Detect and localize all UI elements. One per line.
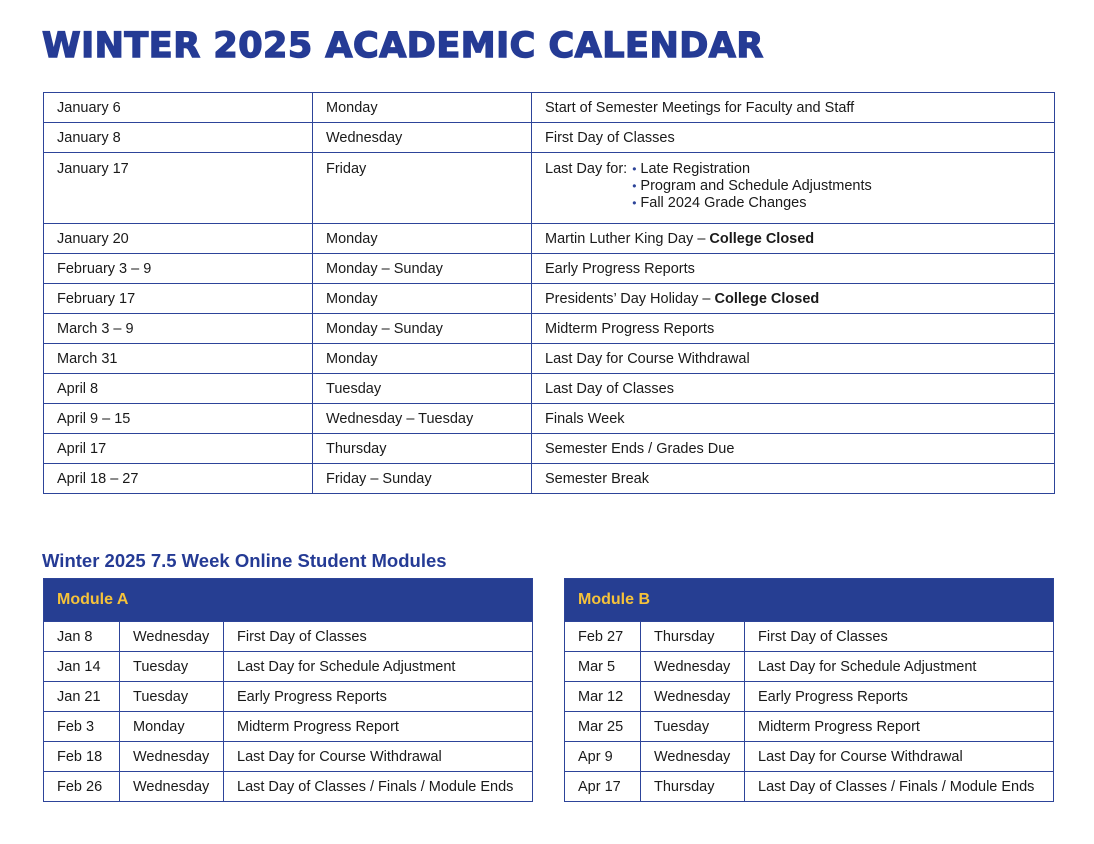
day-cell: Monday (313, 284, 532, 314)
date-cell: Feb 18 (44, 742, 120, 772)
date-cell: Jan 8 (44, 622, 120, 652)
calendar-row (44, 434, 1055, 464)
event-cell: Last Day for Course Withdrawal (224, 742, 533, 772)
closed-label: College Closed (714, 290, 820, 307)
event-cell: Midterm Progress Report (745, 712, 1054, 742)
day-cell: Wednesday (120, 772, 224, 802)
event-cell: First Day of Classes (745, 622, 1054, 652)
module-header (565, 579, 1054, 622)
module-a-table (43, 578, 533, 802)
event-cell: First Day of Classes (224, 622, 533, 652)
closed-label: College Closed (709, 230, 815, 247)
calendar-row (44, 404, 1055, 434)
day-cell: Monday (313, 93, 532, 123)
date-cell: Apr 17 (565, 772, 641, 802)
table-row (565, 652, 1054, 682)
date-cell: April 18 – 27 (44, 464, 313, 494)
event-cell: First Day of Classes (532, 123, 1055, 153)
module-header (44, 579, 533, 622)
event-cell: Last Day for Course Withdrawal (532, 344, 1055, 374)
date-cell: March 31 (44, 344, 313, 374)
date-cell: Mar 12 (565, 682, 641, 712)
module-b-table (564, 578, 1054, 802)
table-row (44, 652, 533, 682)
day-cell: Tuesday (313, 374, 532, 404)
event-cell: Last Day for Schedule Adjustment (224, 652, 533, 682)
date-cell: January 8 (44, 123, 313, 153)
table-row (565, 622, 1054, 652)
date-cell: January 6 (44, 93, 313, 123)
event-cell: Semester Ends / Grades Due (532, 434, 1055, 464)
table-row (565, 682, 1054, 712)
calendar-row (44, 374, 1055, 404)
date-cell: February 17 (44, 284, 313, 314)
date-cell: April 9 – 15 (44, 404, 313, 434)
event-cell: Early Progress Reports (532, 254, 1055, 284)
event-cell: Semester Break (532, 464, 1055, 494)
event-cell: Last Day for Schedule Adjustment (745, 652, 1054, 682)
date-cell: February 3 – 9 (44, 254, 313, 284)
event-cell: Midterm Progress Reports (532, 314, 1055, 344)
table-row (44, 712, 533, 742)
day-cell: Tuesday (120, 652, 224, 682)
calendar-row (44, 284, 1055, 314)
day-cell: Wednesday (120, 742, 224, 772)
event-cell: Midterm Progress Report (224, 712, 533, 742)
day-cell: Wednesday (641, 742, 745, 772)
event-cell (532, 224, 1055, 254)
calendar-row (44, 314, 1055, 344)
day-cell: Monday – Sunday (313, 254, 532, 284)
list-item: • Late Registration (632, 161, 872, 178)
date-cell: Apr 9 (565, 742, 641, 772)
date-cell: April 17 (44, 434, 313, 464)
event-cell: Last Day of Classes / Finals / Module Ends (745, 772, 1054, 802)
list-item: • Program and Schedule Adjustments (632, 178, 872, 195)
day-cell: Wednesday (120, 622, 224, 652)
date-cell: Jan 14 (44, 652, 120, 682)
date-cell: Mar 25 (565, 712, 641, 742)
event-lead-text: Last Day for: (545, 161, 628, 177)
event-cell: Early Progress Reports (224, 682, 533, 712)
day-cell: Wednesday (641, 652, 745, 682)
day-cell: Thursday (641, 772, 745, 802)
calendar-row (44, 224, 1055, 254)
day-cell: Wednesday – Tuesday (313, 404, 532, 434)
table-row (44, 772, 533, 802)
event-cell (532, 284, 1055, 314)
table-row (44, 682, 533, 712)
day-cell: Tuesday (120, 682, 224, 712)
date-cell: Jan 21 (44, 682, 120, 712)
event-text: Martin Luther King Day – (545, 230, 710, 247)
date-cell: Feb 27 (565, 622, 641, 652)
event-cell: Last Day of Classes (532, 374, 1055, 404)
calendar-row (44, 153, 1055, 224)
date-cell: Feb 26 (44, 772, 120, 802)
page-title: WINTER 2025 ACADEMIC CALENDAR (42, 26, 764, 66)
calendar-row (44, 464, 1055, 494)
event-cell: Last Day for Course Withdrawal (745, 742, 1054, 772)
table-row (44, 742, 533, 772)
academic-calendar-table (43, 92, 1055, 494)
day-cell: Friday (313, 153, 532, 224)
day-cell: Monday (313, 224, 532, 254)
event-cell: Start of Semester Meetings for Faculty and Staff (532, 93, 1055, 123)
day-cell: Thursday (313, 434, 532, 464)
table-row (565, 712, 1054, 742)
date-cell: Feb 3 (44, 712, 120, 742)
day-cell: Thursday (641, 622, 745, 652)
table-row (565, 772, 1054, 802)
day-cell: Friday – Sunday (313, 464, 532, 494)
event-text: Presidents’ Day Holiday – (545, 290, 715, 307)
date-cell: January 17 (44, 153, 313, 224)
modules-section-title: Winter 2025 7.5 Week Online Student Modules (42, 550, 447, 571)
module-a-title: Module A (44, 579, 533, 622)
day-cell: Monday (313, 344, 532, 374)
date-cell: Mar 5 (565, 652, 641, 682)
calendar-row (44, 93, 1055, 123)
calendar-row (44, 254, 1055, 284)
list-item: • Fall 2024 Grade Changes (632, 195, 872, 212)
deadline-list (632, 161, 872, 212)
calendar-row (44, 123, 1055, 153)
day-cell: Monday – Sunday (313, 314, 532, 344)
date-cell: January 20 (44, 224, 313, 254)
date-cell: April 8 (44, 374, 313, 404)
date-cell: March 3 – 9 (44, 314, 313, 344)
event-cell: Early Progress Reports (745, 682, 1054, 712)
event-cell: Last Day of Classes / Finals / Module Ends (224, 772, 533, 802)
day-cell: Wednesday (313, 123, 532, 153)
day-cell: Wednesday (641, 682, 745, 712)
event-cell (532, 153, 1055, 224)
event-cell: Finals Week (532, 404, 1055, 434)
calendar-row (44, 344, 1055, 374)
table-row (565, 742, 1054, 772)
day-cell: Tuesday (641, 712, 745, 742)
day-cell: Monday (120, 712, 224, 742)
table-row (44, 622, 533, 652)
module-b-title: Module B (565, 579, 1054, 622)
